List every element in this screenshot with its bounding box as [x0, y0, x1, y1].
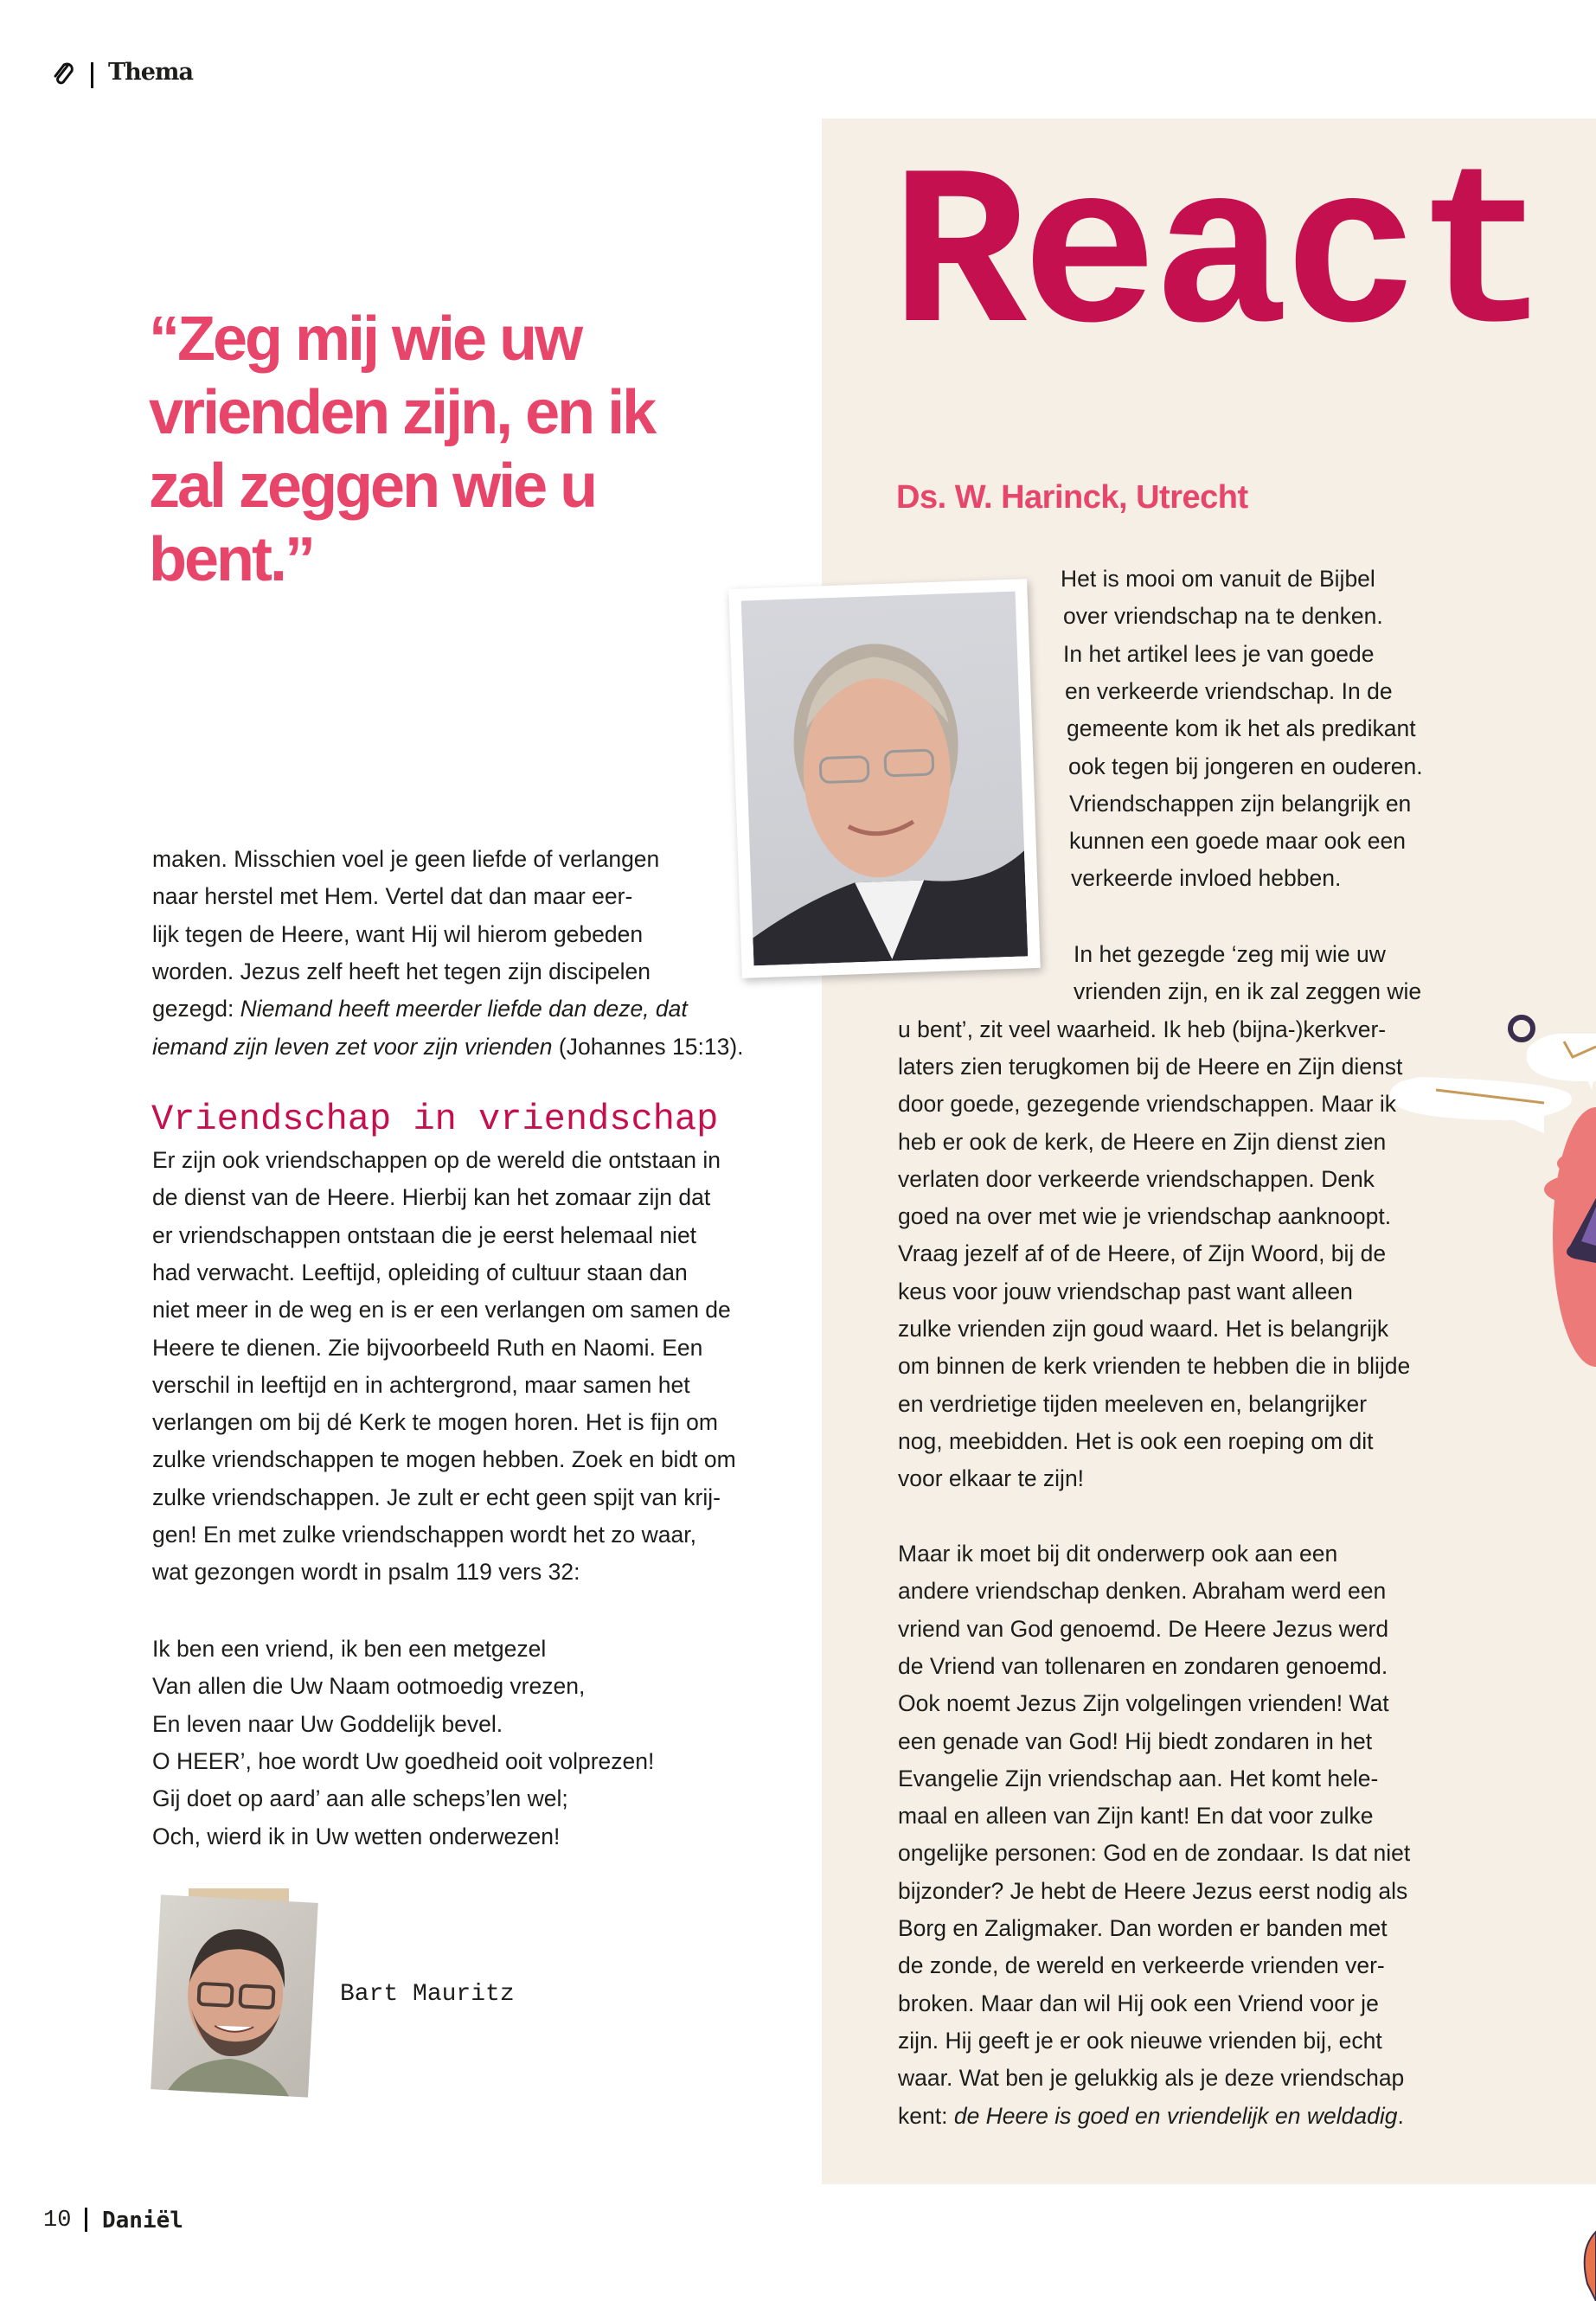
text-segment: vriend van God genoemd. De Heere Jezus werd [898, 1615, 1389, 1642]
reaction-author: Ds. W. Harinck, Utrecht [896, 479, 1248, 516]
text-line [898, 1317, 1388, 1341]
paperclip-icon [50, 61, 78, 88]
text-line [152, 1710, 503, 1737]
text-segment: verlaten door verkeerde vriendschappen. Denk [898, 1165, 1375, 1192]
text-line [898, 1954, 1385, 1977]
text-line [152, 1261, 688, 1285]
text-segment: had verwacht. Leeftijd, opleiding of cultuur staan dan [152, 1259, 688, 1285]
text-segment: (Johannes 15:13). [552, 1033, 744, 1060]
text-segment: andere vriendschap denken. Abraham werd een [898, 1578, 1387, 1605]
text-line [898, 1842, 1410, 1865]
text-line [152, 1411, 718, 1434]
text-segment: Vraag jezelf af of de Heere, of Zijn Woord, bij de [898, 1240, 1387, 1267]
pull-quote: “Zeg mij wie uw vrienden zijn, en ik zal zeggen wie u bent.” [149, 304, 655, 594]
text-line [152, 1747, 655, 1774]
text-segment: en verdrietige tijden meeleven en, belangrijker [898, 1390, 1368, 1417]
text-segment: u bent’, zit veel waarheid. Ik heb (bijna-)kerkver- [898, 1016, 1387, 1042]
text-segment: verschil in leeftijd en in achtergrond, maar samen het [152, 1371, 690, 1398]
text-segment: In het gezegde ‘zeg mij wie uw [1074, 941, 1386, 967]
text-segment: laters zien terugkomen bij de Heere en Zijn dienst [898, 1053, 1403, 1080]
text-line [1063, 640, 1375, 667]
text-line [898, 1018, 1386, 1042]
header-divider [91, 62, 93, 88]
italic-text: iemand zijn leven zet voor zijn vrienden [152, 1033, 553, 1060]
text-segment: goed na over met wie je vriendschap aanknoopt. [898, 1203, 1392, 1230]
text-line [152, 960, 651, 984]
text-segment: Heere te dienen. Zie bijvoorbeeld Ruth en Naomi. Een [152, 1334, 703, 1361]
text-line [1068, 755, 1423, 779]
circle-decoration [1510, 1017, 1533, 1040]
text-segment: O HEER’, hoe wordt Uw goedheid ooit volprezen! [152, 1747, 655, 1774]
text-segment: Borg en Zaligmaker. Dan worden er banden met [898, 1915, 1388, 1941]
text-line [1074, 943, 1386, 966]
text-segment: zulke vriendschappen te mogen hebben. Zoek en bidt om [152, 1446, 736, 1473]
text-segment: zulke vrienden zijn goud waard. Het is belangrijk [898, 1316, 1389, 1342]
text-segment: Maar ik moet bij dit onderwerp ook aan een [898, 1541, 1338, 1567]
text-line [1069, 830, 1406, 853]
text-segment: kent: [898, 2102, 954, 2129]
text-line [152, 1675, 585, 1698]
text-segment: vrienden zijn, en ik zal zeggen wie [1074, 978, 1422, 1005]
text-segment: gezegd: [152, 996, 240, 1022]
text-segment: verlangen om bij dé Kerk te mogen horen. Het is fijn om [152, 1409, 718, 1436]
author-photo-mauritz [151, 1894, 318, 2097]
text-segment: de Vriend van tollenaren en zondaren genoemd. [898, 1652, 1388, 1679]
text-line [1069, 792, 1411, 816]
text-line [152, 1035, 744, 1059]
text-segment: Van allen die Uw Naam ootmoedig vrezen, [152, 1673, 586, 1700]
text-segment: om binnen de kerk vrienden te hebben die in blijde [898, 1353, 1411, 1380]
page-number: 10 [43, 2208, 72, 2234]
text-line [1071, 867, 1341, 890]
text-line [898, 1427, 1374, 1454]
text-line [898, 1205, 1391, 1228]
text-segment: de zonde, de wereld en verkeerde vrienden ver- [898, 1952, 1385, 1979]
text-segment: maken. Misschien voel je geen liefde of verlangen [152, 846, 660, 872]
italic-text: Niemand heeft meerder liefde dan deze, dat [240, 996, 688, 1022]
text-segment: er vriendschappen ontstaan die je eerst helemaal niet [152, 1221, 697, 1248]
text-line [152, 1448, 736, 1471]
text-segment: Vriendschappen zijn belangrijk en [1069, 790, 1412, 817]
text-segment: Gij doet op aard’ aan alle scheps’len wel; [152, 1785, 568, 1812]
text-line [1065, 677, 1393, 704]
text-line [152, 1486, 721, 1509]
text-line [898, 1917, 1388, 1940]
author-photo-harinck [728, 579, 1040, 978]
subheading: Vriendschap in vriendschap [151, 1099, 719, 1140]
text-line [152, 848, 659, 871]
text-segment: de dienst van de Heere. Hierbij kan het zomaar zijn dat [152, 1184, 711, 1211]
text-line [898, 1692, 1389, 1715]
text-segment: waar. Wat ben je gelukkig als je deze vriendschap [898, 2065, 1405, 2092]
text-line [898, 2102, 1404, 2129]
text-line [898, 1615, 1389, 1642]
text-line [898, 1355, 1410, 1378]
text-line [898, 1467, 1084, 1490]
text-segment: ook tegen bij jongeren en ouderen. [1068, 753, 1423, 779]
text-line [898, 1128, 1387, 1155]
text-segment: keus voor jouw vriendschap past want alleen [898, 1278, 1353, 1304]
speech-bubble-illustration [1384, 952, 1596, 2301]
text-segment: zulke vriendschappen. Je zult er echt geen spijt van krij- [152, 1484, 721, 1510]
text-line [898, 1055, 1402, 1079]
text-segment: Och, wierd ik in Uw wetten onderwezen! [152, 1823, 561, 1849]
text-segment: door goede, gezegende vriendschappen. Maar ik [898, 1091, 1397, 1118]
text-segment: worden. Jezus zelf heeft het tegen zijn discipelen [152, 958, 651, 984]
text-line [152, 1638, 546, 1661]
text-line [152, 1787, 568, 1811]
text-line [898, 2029, 1382, 2053]
text-segment: lijk tegen de Heere, want Hij wil hierom gebeden [152, 920, 644, 947]
page-title: React [891, 131, 1546, 388]
text-segment: Ik ben een vriend, ik ben een metgezel [152, 1636, 547, 1662]
text-line [152, 1336, 702, 1360]
text-segment: zijn. Hij geeft je er ook nieuwe vrienden bij, echt [898, 2027, 1382, 2054]
magazine-name: Daniël [102, 2208, 183, 2234]
text-segment: broken. Maar dan wil Hij ook een Vriend voor je [898, 1990, 1379, 2016]
text-line [152, 1523, 696, 1547]
text-line [152, 885, 632, 908]
text-line [898, 1242, 1386, 1266]
section-label: Thema [108, 59, 193, 86]
text-segment: naar herstel met Hem. Vertel dat dan maar eer- [152, 883, 633, 910]
text-line [898, 1390, 1368, 1417]
text-line [152, 1561, 580, 1584]
text-line [898, 1093, 1396, 1116]
text-line [898, 2067, 1404, 2090]
text-line [152, 920, 644, 947]
text-segment: Ook noemt Jezus Zijn volgelingen vrienden! Wat [898, 1690, 1389, 1717]
article-author: Bart Mauritz [340, 1981, 515, 2008]
text-line [898, 1542, 1337, 1566]
text-segment: verkeerde invloed hebben. [1071, 865, 1342, 892]
text-segment: voor elkaar te zijn! [898, 1465, 1085, 1492]
text-line [1063, 605, 1383, 628]
text-line [898, 1580, 1386, 1603]
text-segment: een genade van God! Hij biedt zondaren in het [898, 1727, 1373, 1754]
text-segment: wat gezongen wordt in psalm 119 vers 32: [152, 1559, 580, 1586]
text-line [1061, 567, 1375, 591]
text-segment: gemeente kom ik het als predikant [1067, 715, 1416, 742]
text-line [898, 1165, 1375, 1192]
text-line [898, 1280, 1353, 1304]
text-segment: En leven naar Uw Goddelijk bevel. [152, 1710, 503, 1737]
text-segment: maal en alleen van Zijn kant! En dat voor zulke [898, 1803, 1374, 1830]
text-line [1074, 980, 1421, 1003]
text-segment: gen! En met zulke vriendschappen wordt het zo waar, [152, 1522, 696, 1548]
text-line [1067, 717, 1416, 740]
text-line [898, 1992, 1379, 2016]
text-segment: Er zijn ook vriendschappen op de wereld die ontstaan in [152, 1147, 721, 1173]
text-line [152, 1298, 731, 1322]
text-segment: heb er ook de kerk, de Heere en Zijn dienst zien [898, 1128, 1387, 1155]
footer-divider [85, 2208, 87, 2232]
text-segment: bijzonder? Je hebt de Heere Jezus eerst nodig als [898, 1877, 1408, 1904]
text-line [152, 1371, 690, 1398]
text-segment: niet meer in de weg en is er een verlangen om samen de [152, 1297, 731, 1324]
italic-text: de Heere is goed en vriendelijk en weldadig [953, 2102, 1398, 2129]
text-line [898, 1767, 1378, 1791]
text-line [152, 1825, 560, 1849]
text-line [152, 1149, 721, 1172]
text-segment: In het artikel lees je van goede [1063, 640, 1375, 667]
text-line [898, 1877, 1408, 1904]
text-line [152, 1221, 697, 1248]
text-line [152, 997, 688, 1021]
text-line [898, 1652, 1388, 1679]
text-segment: nog, meebidden. Het is ook een roeping om dit [898, 1427, 1374, 1454]
text-segment: ongelijke personen: God en de zondaar. Is dat niet [898, 1840, 1411, 1867]
text-segment: en verkeerde vriendschap. In de [1065, 677, 1393, 704]
text-line [898, 1804, 1373, 1828]
text-segment: kunnen een goede maar ook een [1069, 828, 1406, 855]
text-segment: Evangelie Zijn vriendschap aan. Het komt hele- [898, 1765, 1379, 1791]
text-line [152, 1186, 710, 1209]
text-segment: Het is mooi om vanuit de Bijbel [1061, 566, 1375, 592]
text-segment: over vriendschap na te denken. [1063, 603, 1383, 630]
text-line [898, 1727, 1373, 1754]
text-segment: . [1397, 2102, 1404, 2129]
